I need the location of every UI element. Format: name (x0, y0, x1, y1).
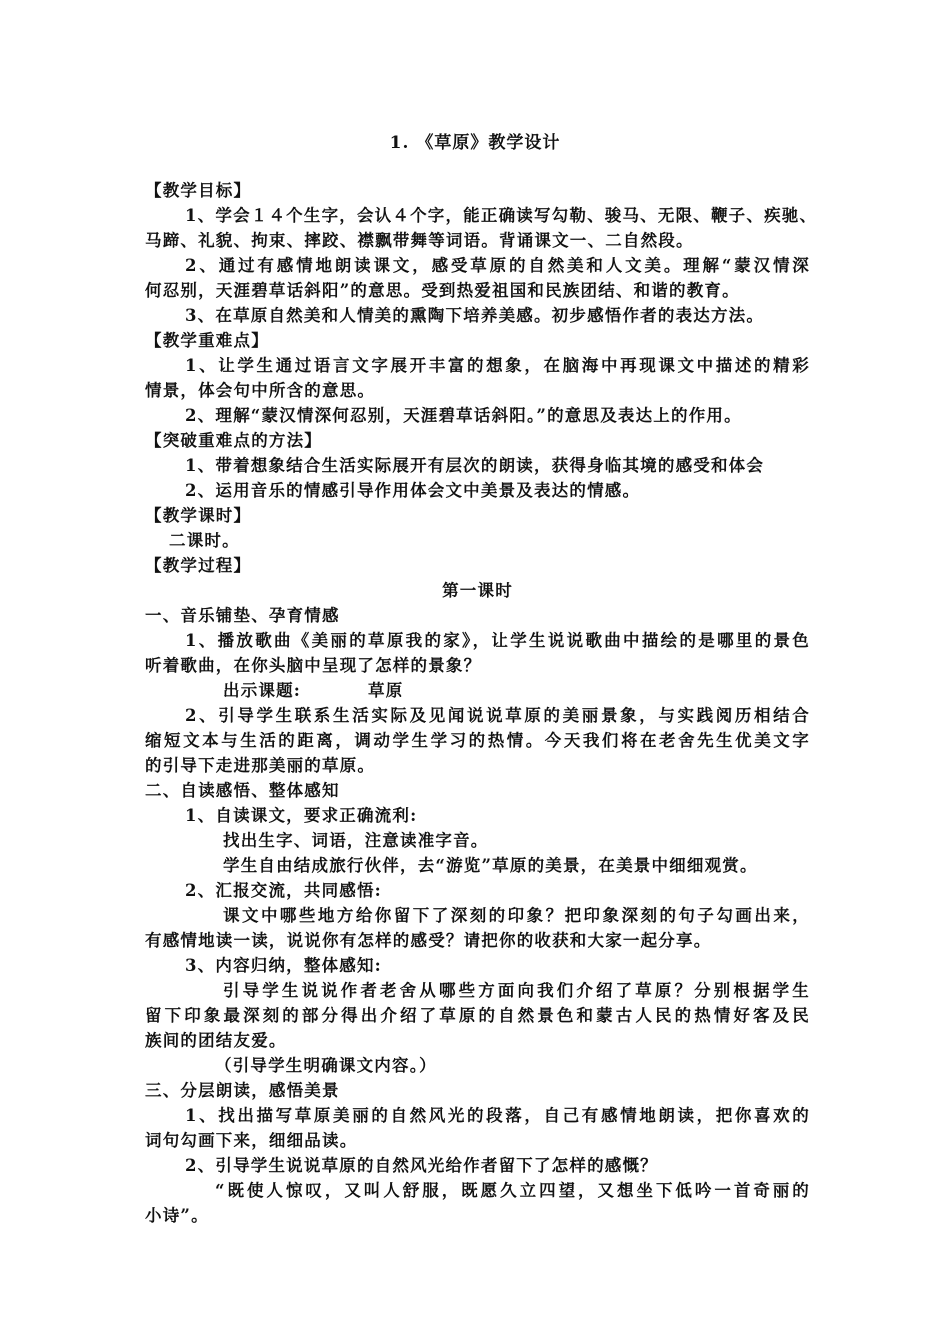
paragraph-line: 找出生字、词语，注意读准字音。 (223, 831, 489, 850)
paragraph-line: 听着歌曲，在你头脑中呈现了怎样的景象？ (145, 656, 482, 675)
paragraph-line: 有感情地读一读，说说你有怎样的感受？请把你的收获和大家一起分享。 (145, 931, 712, 950)
section-heading-hours: 【教学课时】 (145, 506, 252, 525)
paragraph-line: 马蹄、礼貌、拘束、摔跤、襟飘带舞等词语。背诵课文一、二自然段。 (145, 231, 694, 250)
paragraph-line: 缩短文本与生活的距离，调动学生学习的热情。今天我们将在老舍先生优美文字 (145, 731, 810, 750)
paragraph-line: 情景，体会句中所含的意思。 (145, 381, 376, 400)
paragraph-line: 小诗”。 (145, 1206, 209, 1225)
section-heading-key-points: 【教学重难点】 (145, 331, 269, 350)
show-title-label: 出示课题: (223, 681, 302, 700)
part-heading: 二、自读感悟、整体感知 (145, 781, 340, 800)
paragraph-line: 课文中哪些地方给你留下了深刻的印象？把印象深刻的句子勾画出来， (223, 906, 810, 925)
paragraph-line: 的引导下走进那美丽的草原。 (145, 756, 376, 775)
part-heading: 一、音乐铺垫、孕育情感 (145, 606, 340, 625)
paragraph-line: 1、让学生通过语言文字展开丰富的想象，在脑海中再现课文中描述的精彩 (185, 356, 810, 375)
paragraph-line: 1、带着想象结合生活实际展开有层次的朗读，获得身临其境的感受和体会 (185, 456, 765, 475)
paragraph-line: 族间的团结友爱。 (145, 1031, 287, 1050)
show-title-value: 草原 (368, 681, 404, 700)
paragraph-line: 2、汇报交流，共同感悟: (185, 881, 382, 900)
paragraph-line: 何忍别，天涯碧草话斜阳”的意思。受到热爱祖国和民族团结、和谐的教育。 (145, 281, 740, 300)
paragraph-line: 3、在草原自然美和人情美的熏陶下培养美感。初步感悟作者的表达方法。 (185, 306, 765, 325)
section-heading-process: 【教学过程】 (145, 556, 252, 575)
paragraph-line: “既使人惊叹，又叫人舒服，既愿久立四望，又想坐下低吟一首奇丽的 (215, 1181, 810, 1200)
show-title-line (145, 678, 810, 703)
document-title: 1. 《草原》教学设计 (389, 133, 561, 153)
paragraph-line: 二课时。 (169, 531, 240, 550)
lesson-heading: 第一课时 (442, 581, 513, 600)
paragraph-line: 1、学会１４个生字，会认４个字，能正确读写勾勒、骏马、无限、鞭子、疾驰、 (185, 206, 818, 225)
paragraph-line: （引导学生明确课文内容。） (215, 1056, 437, 1075)
paragraph-line: 2、通过有感情地朗读课文，感受草原的自然美和人文美。理解“蒙汉情深 (185, 256, 810, 275)
part-heading: 三、分层朗读，感悟美景 (145, 1081, 340, 1100)
paragraph-line: 词句勾画下来，细细品读。 (145, 1131, 358, 1150)
section-heading-methods: 【突破重难点的方法】 (145, 431, 322, 450)
paragraph-line: 学生自由结成旅行伙伴，去“游览”草原的美景，在美景中细细观赏。 (223, 856, 758, 875)
paragraph-line: 2、运用音乐的情感引导作用体会文中美景及表达的情感。 (185, 481, 641, 500)
paragraph-line: 1、找出描写草原美丽的自然风光的段落，自己有感情地朗读，把你喜欢的 (185, 1106, 810, 1125)
paragraph-line: 1、播放歌曲《美丽的草原我的家》，让学生说说歌曲中描绘的是哪里的景色 (185, 631, 810, 650)
paragraph-line: 2、引导学生联系生活实际及见闻说说草原的美丽景象，与实践阅历相结合 (185, 706, 810, 725)
paragraph-line: 引导学生说说作者老舍从哪些方面向我们介绍了草原？分别根据学生 (223, 981, 810, 1000)
paragraph-line: 留下印象最深刻的部分得出介绍了草原的自然景色和蒙古人民的热情好客及民 (145, 1006, 810, 1025)
paragraph-line: 1、自读课文，要求正确流利: (185, 806, 418, 825)
document-body (145, 178, 818, 1228)
paragraph-line: 2、理解“蒙汉情深何忍别，天涯碧草话斜阳。”的意思及表达上的作用。 (185, 406, 742, 425)
paragraph-line: 2、引导学生说说草原的自然风光给作者留下了怎样的感慨？ (185, 1156, 658, 1175)
section-heading-goals: 【教学目标】 (145, 181, 252, 200)
paragraph-line: 3、内容归纳，整体感知: (185, 956, 382, 975)
